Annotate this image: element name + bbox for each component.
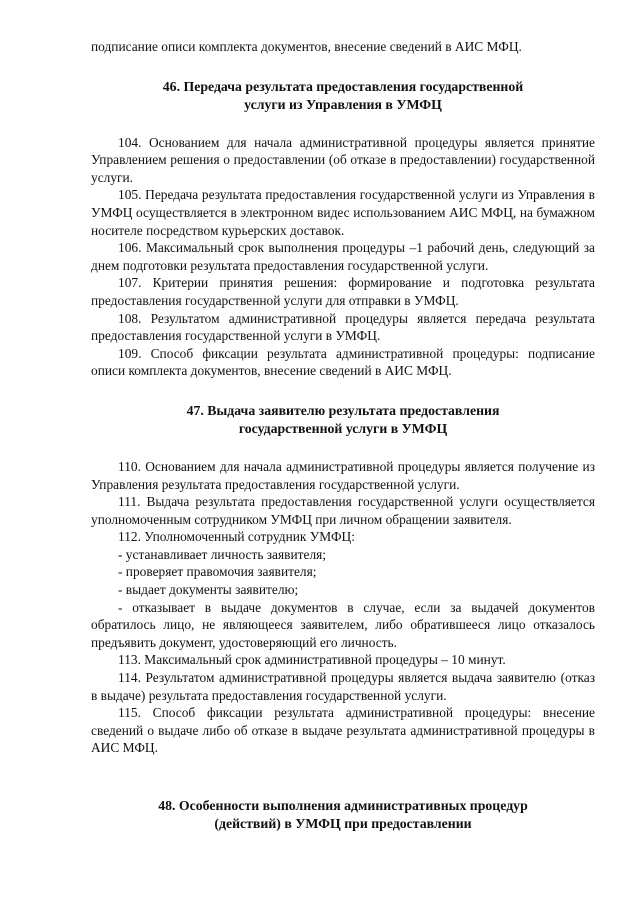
paragraph-continuation: подписание описи комплекта документов, внесение сведений в АИС МФЦ.	[91, 39, 522, 54]
paragraph-104: 104. Основанием для начала административной процедуры является принятие Управлением решения о предоставлении (об отказе в предоставлении) государственной услуги.	[91, 134, 595, 185]
paragraph-109: 109. Способ фиксации результата административной процедуры: подписание описи комплекта документов, внесение сведений в АИС МФЦ.	[91, 345, 595, 379]
paragraph-110: 110. Основанием для начала административной процедуры является получение из Управления результата предоставления государственной услуги.	[91, 458, 595, 492]
paragraph-113: 113. Максимальный срок административной процедуры – 10 минут.	[118, 652, 506, 668]
paragraph-105: 105. Передача результата предоставления государственной услуги из Управления в УМФЦ осуществляется в электронном видес использованием АИС МФЦ, на бумажном носителе посредством курьерских доставок.	[91, 187, 595, 238]
section-47-heading	[91, 402, 595, 438]
list-item: - проверяет правомочия заявителя;	[118, 564, 317, 580]
paragraph-112: 112. Уполномоченный сотрудник УМФЦ:	[118, 529, 355, 545]
section-46-heading	[91, 78, 595, 114]
list-item: - отказывает в выдаче документов в случае, если за выдачей документов обратилось лицо, не являющееся заявителем, либо обратившееся лицо отказалось предъявить документ, удостоверяющий его личность.	[91, 599, 595, 650]
paragraph-114: 114. Результатом административной процедуры является выдача заявителю (отказ в выдаче) результата предоставления государственной услуги.	[91, 670, 595, 703]
section-48-heading-line-1: 48. Особенности выполнения административных процедур	[158, 798, 528, 813]
section-48-heading-line-2: (действий) в УМФЦ при предоставлении	[214, 816, 472, 831]
paragraph-107: 107. Критерии принятия решения: формирование и подготовка результата предоставления государственной услуги для отправки в УМФЦ.	[91, 275, 595, 308]
paragraph-115: 115. Способ фиксации результата административной процедуры: внесение сведений о выдаче либо об отказе в выдаче результата административной процедуры в АИС МФЦ.	[91, 705, 595, 756]
paragraph-111: 111. Выдача результата предоставления государственной услуги осуществляется уполномоченным сотрудником УМФЦ при личном обращении заявителя.	[91, 494, 595, 527]
paragraph-106: 106. Максимальный срок выполнения процедуры –1 рабочий день, следующий за днем подготовки результата предоставления государственной услуги.	[91, 240, 595, 273]
document-page	[91, 38, 595, 833]
section-47-heading-line-2: государственной услуги в УМФЦ	[238, 420, 448, 436]
section-46-heading-line-2: услуги из Управления в УМФЦ	[244, 96, 442, 112]
section-46-heading-line-1: 46. Передача результата предоставления государственной	[162, 78, 524, 94]
paragraph-108: 108. Результатом административной процедуры является передача результата предоставления государственной услуги в УМФЦ.	[91, 310, 595, 344]
list-item: - устанавливает личность заявителя;	[118, 546, 327, 562]
list-item: - выдает документы заявителю;	[118, 582, 299, 598]
section-47-heading-line-1: 47. Выдача заявителю результата предоставления	[186, 402, 500, 418]
section-48-heading	[91, 797, 595, 833]
